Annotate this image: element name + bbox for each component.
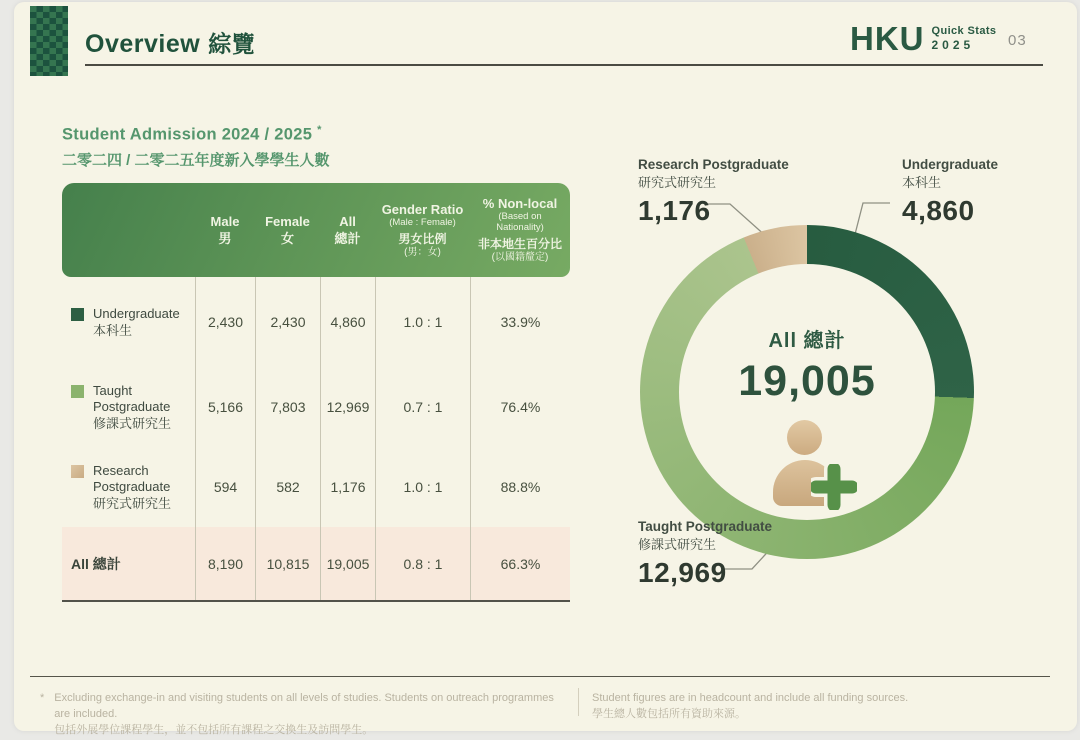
cell-total-male: 8,190 xyxy=(195,527,255,600)
logo-quick-stats: Quick Stats xyxy=(931,25,997,37)
person-head-icon xyxy=(787,420,822,455)
donut-center-value: 19,005 xyxy=(738,357,876,405)
callout-research-value: 1,176 xyxy=(638,195,711,226)
legend-swatch-undergraduate xyxy=(71,308,84,321)
footer-divider xyxy=(30,676,1050,677)
cell-total-nonlocal: 66.3% xyxy=(470,527,570,600)
footnote-right-en: Student figures are in headcount and include all funding sources. xyxy=(592,692,909,704)
footnote-asterisk: * xyxy=(40,692,45,704)
footnote-right-zh: 學生總人數包括所有資助來源。 xyxy=(592,708,746,720)
cell-ug-all: 4,860 xyxy=(320,277,375,367)
cell-ug-male: 2,430 xyxy=(195,277,255,367)
callout-undergraduate-value: 4,860 xyxy=(902,195,975,226)
cell-rpg-ratio: 1.0 : 1 xyxy=(375,447,470,527)
header-cell-female: Female 女 xyxy=(265,214,310,246)
cell-ug-ratio: 1.0 : 1 xyxy=(375,277,470,367)
plus-icon xyxy=(811,464,857,510)
cell-total-all: 19,005 xyxy=(320,527,375,600)
hku-logo xyxy=(850,22,996,56)
table-row-research-postgraduate: Research Postgraduate 研究式研究生 594 582 1,176 1.0 : 1 88.8% xyxy=(62,447,570,527)
cell-tpg-female: 7,803 xyxy=(255,367,320,447)
cell-total-ratio: 0.8 : 1 xyxy=(375,527,470,600)
cell-tpg-nonlocal: 76.4% xyxy=(470,367,570,447)
table-row-undergraduate: Undergraduate 本科生 2,430 2,430 4,860 1.0 : 1 33.9% xyxy=(62,277,570,367)
admission-donut-chart xyxy=(600,140,1075,650)
legend-swatch-research-postgraduate xyxy=(71,465,84,478)
cell-tpg-ratio: 0.7 : 1 xyxy=(375,367,470,447)
callout-undergraduate: Undergraduate 本科生 4,860 xyxy=(902,156,1080,227)
footnote-left xyxy=(40,690,565,738)
logo-year: 2025 xyxy=(931,38,975,52)
donut-center-label: All 總計 xyxy=(768,330,846,352)
section-title xyxy=(62,124,330,170)
section-title-en: Student Admission 2024 / 2025 xyxy=(62,125,313,144)
admission-table xyxy=(62,183,570,602)
student-person-icon xyxy=(757,420,857,506)
cell-tpg-male: 5,166 xyxy=(195,367,255,447)
cell-rpg-nonlocal: 88.8% xyxy=(470,447,570,527)
table-row-taught-postgraduate: Taught Postgraduate 修課式研究生 5,166 7,803 12,969 0.7 : 1 76.4% xyxy=(62,367,570,447)
page-title-en: Overview xyxy=(85,30,201,58)
cell-total-label: All 總計 xyxy=(71,555,121,572)
donut-center xyxy=(679,264,935,520)
header-cell-all: All 總計 xyxy=(334,214,361,246)
table-header-row xyxy=(62,183,570,277)
header-cell-nonlocal: % Non-local (Based on Nationality) 非本地生百分比 (以國籍釐定) xyxy=(477,196,562,263)
cell-tpg-all: 12,969 xyxy=(320,367,375,447)
page-title-zh: 綜覽 xyxy=(208,31,256,57)
page-number: 03 xyxy=(1008,32,1027,49)
header-cell-empty xyxy=(62,183,195,277)
cell-rpg-male: 594 xyxy=(195,447,255,527)
header-divider xyxy=(85,64,1043,66)
callout-taught-postgraduate: Taught Postgraduate 修課式研究生 12,969 xyxy=(638,518,868,589)
cell-total-female: 10,815 xyxy=(255,527,320,600)
cell-ug-female: 2,430 xyxy=(255,277,320,367)
header-cell-gender-ratio: Gender Ratio (Male : Female) 男女比例 (男：女) xyxy=(381,201,464,258)
decorative-checker-pattern xyxy=(30,6,68,76)
cell-rpg-all: 1,176 xyxy=(320,447,375,527)
callout-research-postgraduate: Research Postgraduate 研究式研究生 1,176 xyxy=(638,156,868,227)
footnote-separator xyxy=(578,688,579,716)
footnote-right xyxy=(592,690,1042,722)
header-cell-male: Male 男 xyxy=(210,214,240,246)
table-row-total xyxy=(62,527,570,602)
donut-ring xyxy=(640,225,974,559)
footnote-left-en: Excluding exchange-in and visiting students on all levels of studies. Students on outreach programmes are included. xyxy=(54,692,554,720)
hku-logo-text: HKU xyxy=(850,20,925,57)
cell-ug-nonlocal: 33.9% xyxy=(470,277,570,367)
page-title xyxy=(85,26,255,59)
section-title-zh: 二零二四 / 二零二五年度新入學學生人數 xyxy=(62,151,330,169)
callout-taught-value: 12,969 xyxy=(638,557,727,588)
section-title-asterisk: * xyxy=(317,124,322,136)
legend-swatch-taught-postgraduate xyxy=(71,385,84,398)
cell-rpg-female: 582 xyxy=(255,447,320,527)
footnote-left-zh: 包括外展學位課程學生，並不包括所有課程之交換生及訪問學生。 xyxy=(54,724,374,736)
